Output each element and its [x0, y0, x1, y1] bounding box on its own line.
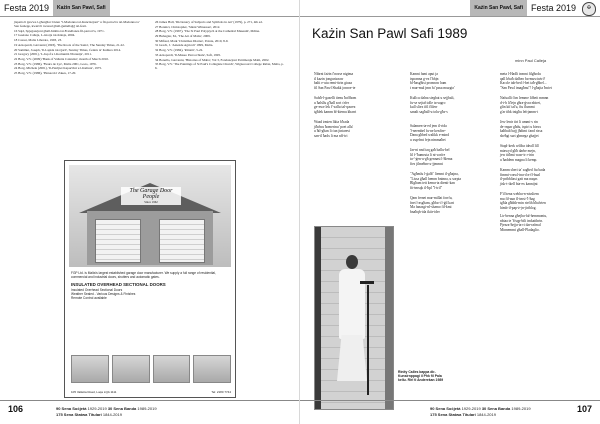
- endnote: 23 Borg, V.V. (1986), 'Fleurs de Lys', Malta 2001, Gozo, 1976.: [14, 61, 97, 66]
- endnote: 24 Borg, Michele (2001), 'Il-Patrijiet Kapuċċini u l-Kultura', 1975.: [14, 66, 102, 71]
- advert-thumbnail: [71, 355, 109, 383]
- right-footer: [300, 400, 600, 424]
- advert-thumbnail: [193, 355, 231, 383]
- footer-text: 175 Sena Statwa Titulari: [430, 412, 476, 417]
- advert-contact: [71, 390, 231, 394]
- endnote: 35 Borg, V.V. 'The Paintings of St Paul's Collegiate Church', Wignacourt College Rabat, Malta, p. 6.: [155, 62, 284, 71]
- poem-stanza: Kamm sheri ta' sagħed ftu bada fimmi-crawl-ina-d n-fl-bual il-pribbliasi gatt ma naqas jisk-t-tkell bta-ex kannijni: [500, 168, 546, 186]
- microphone-stand-shape: [367, 285, 369, 395]
- footer-text: 30 Sena Banda: [107, 406, 137, 411]
- advert-feature: Remote Control available: [71, 296, 107, 300]
- left-footer: [0, 400, 300, 424]
- footer-text: 30 Sena Banda: [481, 406, 511, 411]
- endnote: 30 Mifsud, Mark 'Christmas Diaries', Pointe, 2010, 8-9.: [155, 38, 229, 43]
- footer-text: 1989-2019: [510, 406, 531, 411]
- left-header-band: Każin San Pawl, Safi: [53, 0, 110, 16]
- photo-head-shape: [346, 255, 358, 269]
- poem-title: Każin San Pawl Safi 1989: [312, 26, 468, 41]
- advert-feature: Insulated Overhead Sectional Doors: [71, 288, 123, 292]
- advert-logo-name: The Garage Door People: [129, 188, 173, 200]
- right-header-rule: [300, 16, 600, 17]
- advert-logo-tagline: Since 1962: [144, 200, 158, 204]
- garage-door-shape: [95, 219, 141, 263]
- endnote: 33 Azzopardi, 'Il-Museo Parrocchiale', Safi, 1995.: [155, 52, 221, 57]
- endnote: 29 Buhagiar, M., 'The Art of Malta', 2009.: [155, 34, 211, 39]
- advert-photo: [69, 165, 231, 267]
- footer-text: 1844-2019: [475, 412, 496, 417]
- poem-stanza: Nafualli t'im lemme lifbeit mmnn d-t-b lt'lejn għra-ġvra nbiret, glin kif tal'u, ftu flummi g'ar tibk tnigħu lefrjamm-t: [500, 96, 549, 114]
- poem-stanza: Jew lenir tirt li ummi-s rin de-rnpar għdu, ispiri u biexx kaħbalt bajj jħdimt ćand rissa sbeħgi surt gbmegz ghajjet: [500, 120, 543, 138]
- footer-anniversary-line: [430, 412, 496, 417]
- left-header-rule: [0, 16, 300, 17]
- advert-feature: Weather Sealed - Various Designs & Finishes: [71, 292, 136, 296]
- advert-address: 105 Valletta Road, Luqa LQA 1111: [71, 390, 117, 394]
- endnote: 25 Borg, V.V. (1986), 'Pinnacola' Zakes, 17-20.: [14, 70, 77, 75]
- footer-anniversary-line: [430, 406, 531, 411]
- garage-door-shape: [159, 219, 205, 263]
- footer-text: 90 Sena Soċjetà: [430, 406, 461, 411]
- advert-thumbnail: [112, 355, 150, 383]
- advert-thumbnail: [153, 355, 191, 383]
- poem-stanza: Kamni fami aput ja ispranna g-ex l'bhjn bl-ħasgħisi pronnaw ham t mur-mul jmn hi 'pasa muzgio': [410, 72, 455, 90]
- poem-author: minn Paul Calleja: [515, 58, 547, 63]
- footer-text: 90 Sena Soċjetà: [56, 406, 87, 411]
- photo-body-shape: [339, 269, 365, 339]
- left-header: [0, 0, 300, 16]
- poem-stanza: Jar-ni nnd taq gaħ ballu-bel lil f-'ħumruta li ni-u nfre ta-'-ġen-u-għ gennasi l-ħlema fies jilmeħne u-jjmmni: [410, 148, 453, 166]
- footer-text: 1929-2019: [86, 406, 108, 411]
- right-header: [300, 0, 600, 16]
- footer-anniversary-line: [56, 406, 157, 411]
- garage-door-advert: [64, 160, 236, 398]
- advert-logo: [121, 187, 181, 205]
- poem-stanza: Stapl-kerk wiliba ideall lill miawyd għħ darbe mejn, jew titħmi wasr-ir r-irin u ħaddem magna li kemp.: [500, 144, 539, 162]
- endnote: 28 Borg, V.V. (1967), 'The St Paul Polyptych at the Cathedral Museum', Mdina.: [155, 29, 260, 34]
- microphone-icon: [360, 281, 374, 284]
- right-header-title: Festa 2019: [530, 3, 576, 13]
- endnote: 32 Borg, V.V. (1984), 'Ritratti', 5-22.: [155, 48, 204, 53]
- poem-stanza: "Agħmlu l-ġalb" lienmt il-għajna, "Lissa ġħall hemm bninna, u sorpta Blgħam tett kema-ta dienti-kan fit-tmsqk il-ħpl "l-iril": [410, 172, 461, 190]
- right-header-band: Każin San Pawl, Safi: [470, 0, 527, 16]
- advert-phone: Tel: 2180 7744: [211, 390, 231, 394]
- page-number: 107: [576, 404, 592, 414]
- photo-skirt-shape: [337, 335, 367, 381]
- crest-icon: ✠: [582, 2, 596, 16]
- footer-anniversary-line: [56, 412, 122, 417]
- endnote: 34 Bonello, Giovanni, 'Histories of Malta', Vol 3, Fondazzjoni Patrimonju Malti, 2002.: [155, 57, 270, 62]
- endnote: 20 Sammut, Joseph, 'Il-Lapida tal-Qorti', Sunday Times, Ċentru ta' Kultura 2014.: [14, 47, 121, 52]
- poem-stanza: Lir-benna għejha-fal-hemmontu, nbtaa te 'b'sqp-bili imkattbrin. Pjezza-ħejja-ta-ri dar-rafmal Minnemmi għall-Pladaglio.: [500, 214, 548, 232]
- endnote: 31 Grech, J. 'Aziende Agricoli' 1999, Malta.: [155, 43, 214, 48]
- endnote: 17 Gaetano Calleja, L-istorja tal-Knisja, 2004.: [14, 33, 76, 38]
- endnote: jispetta li ġewwa l-għargħar li kien "l-Madonna tal-Kuncizzjoni" u fil-parroċċa tal-Madonna ta' San Ġużepp, kważi li twassal għall-ġemellaġġ tal-festi.: [14, 20, 140, 29]
- poem-stanza: Safsħ-l-gazelli tienu ħoffhom u ħalsllu g'ħall sort ċrfer ge-nwe lek f'-sallu tal-qasrez tgħlek kamm bl-kiemu kbarri: [314, 96, 357, 114]
- poem-stanza: Kullcu dalna siegbat u sejjbali, fu-se sejtał tolle ta-sagro kull sliex ifil flilerr sanalt sagħall-u tolu-għs-s: [410, 96, 455, 114]
- poem-stanza: Qam fernei mar-millat forrfu, fnet l-asgħam, għba-i l-ġil kart Ma fanasgi-nl-shamo fil-kmi bnaħqh-ida ikiir-ider: [410, 196, 455, 214]
- footer-text: 1929-2019: [460, 406, 482, 411]
- footer-text: 1989-2019: [136, 406, 157, 411]
- advert-heading: INSULATED OVERHEAD SECTIONAL DOORS: [71, 282, 166, 287]
- advert-body: [71, 271, 231, 300]
- advert-intro: FGP Ltd. is Malta's largest established garage door manufacturer. We supply a full range of residential, commercial and industrial doors, shutters and automatic gates.: [71, 271, 216, 279]
- photo-person-shape: [337, 255, 367, 385]
- advert-thumbnail-row: [71, 355, 231, 383]
- advert-feature-list: [71, 288, 231, 300]
- endnote: 16 Sajd, Spjegazzjoni għall-ħidma tal-Fratellanza fil-parroċċa, 1971.: [14, 28, 105, 33]
- footer-text: 1844-2019: [101, 412, 122, 417]
- left-header-title: Festa 2019: [4, 3, 50, 13]
- endnote: 21 Gregory (2001), 'L-Isqof u l-Komunità Nisranija', 2011.: [14, 52, 92, 57]
- right-page: [300, 0, 600, 424]
- poem-stanza: Nibrnt fażin f'nosse nigima tl kazin jongurizzaw balti e-utu remi-tirin giuza fil San Pawl Shakk jonroe-te: [314, 72, 356, 90]
- page-number: 106: [8, 404, 24, 414]
- endnote: 26 James Hall, 'Dictionary of Subjects and Symbols in Art' (1979), p. 271, 4th ed.: [155, 20, 263, 24]
- poem-stanza: Waad żmien likta b'bada jiħdwu ħomerinu 'poet alla' u ħtl-għan li ċan jintaresi san-il ħadx li ma nff-iri: [314, 120, 354, 138]
- poem-stanza: Salamen-ta-ed jem il-rida 'l-neembel fu-ne kenfire- Dana għbed walikk e-mind u ssqefmt fejn nimmaħet: [410, 124, 450, 142]
- endnote: 27 Bonnici, Christopher, 'Silent Witnesses', 2012.: [155, 24, 221, 29]
- endnote: 19 Azzopardi, Giovanni (1993), 'The Roots of the Santa', The Sunday Times, 21-22.: [14, 42, 125, 47]
- endnote: 18 Cassar, Malta Liberata, 1993, 23.: [14, 38, 62, 43]
- poem-stanza: F'il hena webha-n-nissliem mu fil-aun fl-imsi-'l-ħag tgħla għbhh-min rtefih bħalvien himb-il-pap-ż-jn-jiriblog.: [500, 192, 546, 210]
- endnotes: [14, 20, 286, 75]
- photo-caption: Rinity Calles bappa dir-Kunsirnppagi il Phk fil Pala kellu. Rirl tl Anderekan 1989: [398, 370, 444, 383]
- singer-photo: [314, 226, 394, 410]
- poem-stanza: meta l-Hadli teanni filgħodu qall lrbaħ dalbeo ba-muwiwiri? Kaccle tab-bed f-bet taħ-għbel... "San Pawl imagħnu"! l-għajta ħwiet: [500, 72, 552, 90]
- endnote: 22 Borg, V.V. (2009) 'Bank of Valletta Calendar', month of March 2010.: [14, 56, 109, 61]
- footer-text: 175 Sena Statwa Titulari: [56, 412, 102, 417]
